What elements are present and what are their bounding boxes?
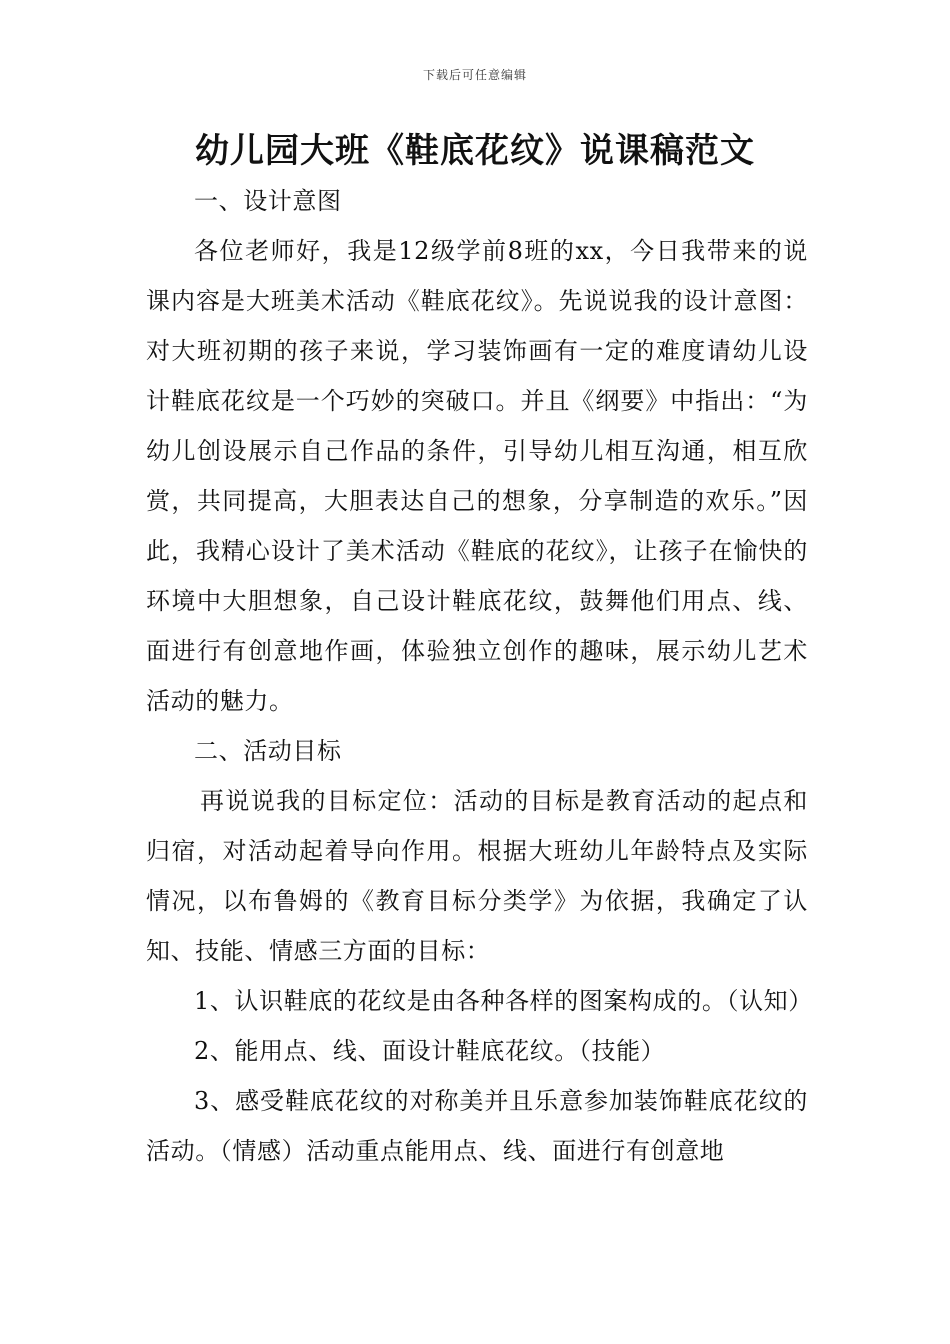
document-title: 幼儿园大班《鞋底花纹》说课稿范文	[195, 131, 755, 171]
paragraph-goal-intro: 再说说我的目标定位：活动的目标是教育活动的起点和归宿，对活动起着导向作用。根据大班幼儿年龄特点及实际情况，以布鲁姆的《教育目标分类学》为依据，我确定了认知、技能、情感三方面的目标：	[146, 787, 808, 965]
paragraph-goal-skill: 2、能用点、线、面设计鞋底花纹。（技能）	[194, 1037, 666, 1065]
paragraph-goal-cognitive: 1、认识鞋底的花纹是由各种各样的图案构成的。（认知）	[194, 987, 813, 1015]
paragraph-design-intent: 各位老师好，我是12级学前8班的xx，今日我带来的说课内容是大班美术活动《鞋底花纹》。先说说我的设计意图：对大班初期的孩子来说，学习装饰画有一定的难度请幼儿设计鞋底花纹是一个巧妙的突破口。并且《纲要》中指出：“为幼儿创设展示自己作品的条件，引导幼儿相互沟通，相互欣赏，共同提高，大胆表达自己的想象，分享制造的欢乐。”因此，我精心设计了美术活动《鞋底的花纹》，让孩子在愉快的环境中大胆想象，自己设计鞋底花纹，鼓舞他们用点、线、面进行有创意地作画，体验独立创作的趣味，展示幼儿艺术活动的魅力。	[146, 237, 808, 715]
paragraph-goal-emotion: 3、感受鞋底花纹的对称美并且乐意参加装饰鞋底花纹的活动。（情感）活动重点能用点、线、面进行有创意地	[146, 1087, 808, 1165]
page-header-note: 下载后可任意编辑	[422, 68, 527, 82]
section-heading-design-intent: 一、设计意图	[194, 187, 342, 215]
document-body	[146, 176, 813, 1176]
section-heading-activity-goals: 二、活动目标	[194, 737, 342, 765]
